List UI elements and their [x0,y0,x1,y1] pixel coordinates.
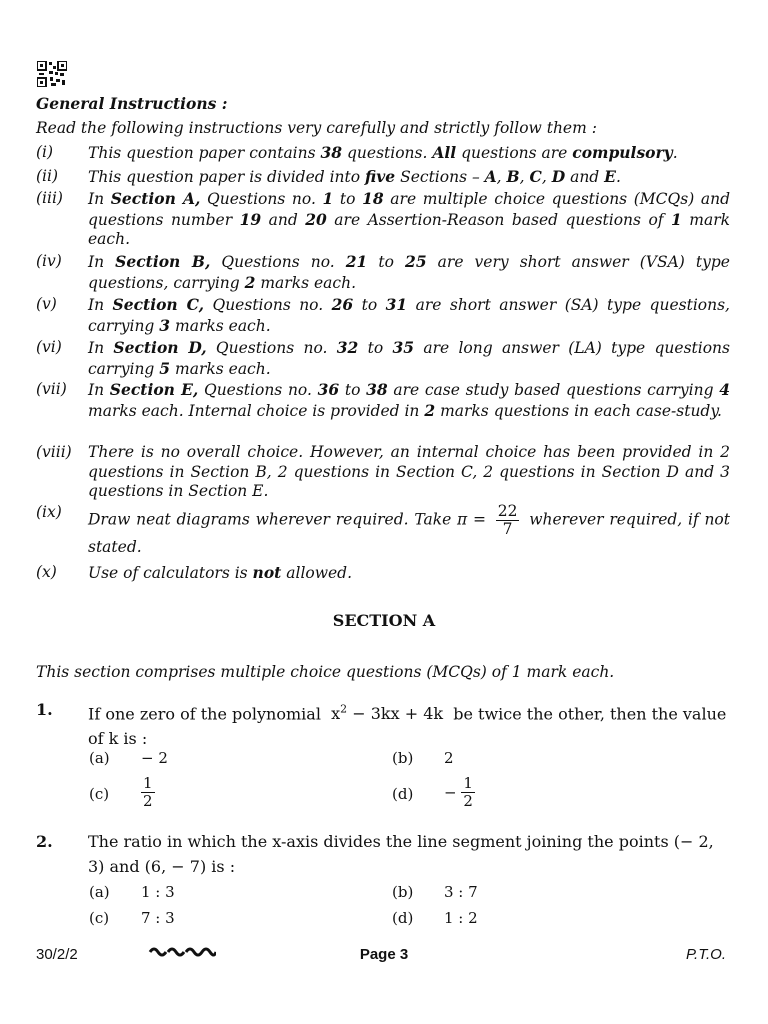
text-run: and [565,168,605,186]
instruction-item [36,252,730,293]
instruction-text [88,143,730,164]
section-description: This section comprises multiple choice questions (MCQs) of 1 mark each. [36,663,615,681]
option-value: 1 : 3 [141,883,175,901]
bold-text: Section A, [110,189,201,208]
instruction-number: (vi) [36,338,62,356]
bold-text: E [604,167,616,186]
text-run: are short answer (SA) type questions, carrying [88,296,730,335]
text-run: Questions no. [204,296,332,314]
option-label: (c) [89,785,110,803]
text-run: to [353,296,386,314]
bold-text: Section E, [109,380,199,399]
option-value: 2 [444,749,454,767]
instruction-text [88,252,730,293]
numerator: 1 [463,774,473,792]
instruction-item [36,503,730,558]
text-run: to [358,339,393,357]
text-run: In [88,190,111,208]
instruction-item [36,563,730,584]
text-run: marks each. [170,316,271,335]
bold-text: 5 [159,358,171,378]
text-run: In [88,339,114,357]
text-run: Questions no. [198,381,318,399]
bold-text: D [551,167,566,186]
text-run: , [496,168,507,186]
fraction [461,775,475,810]
bold-text: 20 [305,209,327,229]
bold-text: 3 [159,315,171,335]
option-value: 7 : 3 [141,909,175,927]
text-run: marks each. Internal choice is provided in [88,401,425,420]
text-run: mark each. [88,210,731,248]
text-run: . [672,144,678,162]
bold-text: not [252,563,282,582]
bold-text: five [365,167,396,186]
instruction-number: (vii) [36,380,67,398]
instruction-text [88,189,730,250]
paper-code: 30/2/2 [36,946,78,963]
bold-text: 2 [424,400,436,420]
text-run: marks questions in each case-study. [435,401,722,420]
option-label: (b) [392,749,414,767]
instruction-text [88,295,730,336]
instruction-number: (ix) [36,503,62,521]
option-label: (d) [392,785,414,803]
text-run: are Assertion-Reason based questions of [326,210,671,229]
general-instructions-title: General Instructions : [36,94,228,113]
bold-text: A [484,167,497,186]
text-run: and [261,210,306,229]
bold-text: 18 [362,189,384,208]
text-run: to [339,381,367,399]
please-turn-over: P.T.O. [685,946,726,963]
instruction-number: (i) [36,143,54,161]
polynomial-expression [331,704,443,723]
question-1 [36,697,730,751]
instruction-number: (v) [36,295,57,313]
text-run: Draw neat diagrams wherever required. Take π = [88,510,492,529]
option-label: (c) [89,909,110,927]
option-value: − 2 [141,749,168,767]
bold-text: Section D, [113,338,207,357]
instruction-item [36,338,730,379]
bold-text: Section B, [115,252,211,271]
numerator: 1 [143,774,153,792]
expr-rest: − 3kx + 4k [352,704,444,724]
option-label: (a) [89,749,110,767]
bold-text: 35 [392,338,415,357]
denominator: 2 [143,792,153,810]
instruction-text [88,443,730,502]
option-value: 3 : 7 [444,883,478,901]
text-run: , [541,168,552,186]
text-run: to [333,190,363,208]
text-run: Questions no. [206,339,337,357]
text-run: are multiple choice questions (MCQs) and questions number [88,190,730,229]
text-run: Questions no. [200,190,323,208]
text-run: Sections – [395,168,485,186]
bold-text: C [529,167,542,186]
instruction-number: (x) [36,563,57,581]
text-run: , [519,168,530,186]
option-value [444,775,475,810]
bold-text: B [506,167,520,186]
bold-text: 2 [244,272,256,292]
bold-text: 26 [331,295,354,314]
bold-text: 1 [671,209,682,229]
option-label: (a) [89,883,110,901]
text-run: questions. [342,144,433,162]
expr-exponent: 2 [340,703,348,716]
page-number: Page 3 [359,946,409,963]
option-value: 1 : 2 [444,909,478,927]
text-run: marks each. [170,359,271,378]
instruction-item [36,443,730,502]
denominator: 7 [502,520,513,538]
bold-text: compulsory [572,143,673,162]
instruction-number: (iv) [36,252,62,270]
text-run: questions are [456,144,573,162]
question-text: The ratio in which the x-axis divides the line segment joining the points (− 2, 3) and (6, − 7) is : [88,832,714,876]
instruction-item [36,189,730,250]
instruction-item [36,380,730,421]
text-run: allowed. [281,564,353,582]
text-run: wherever required, if not stated. [88,510,730,556]
option-label: (d) [392,909,414,927]
fraction [141,775,155,810]
text-run: This question paper contains [88,144,321,162]
bold-text: 31 [385,295,408,314]
instruction-item [36,167,730,188]
text-run: This question paper is divided into [88,168,366,186]
denominator: 2 [463,792,473,810]
bold-text: 21 [345,252,368,271]
bold-text: 19 [239,209,262,229]
text-run: are long answer (LA) type questions carrying [88,339,730,378]
text-run: marks each. [255,273,356,292]
text-run: There is no overall choice. However, an internal choice has been provided in 2 questions in Section B, 2 questions in Section C, 2 questions in Section D and 3 questions in Section E. [88,443,730,500]
instruction-text [88,563,730,584]
text-run: In [88,253,116,271]
text-run: . [615,168,621,186]
instruction-item [36,143,730,164]
bold-text: 1 [322,189,334,208]
question-text-after: be twice the other, then the value of k is : [88,704,727,749]
question-text-before: If one zero of the polynomial [88,704,321,724]
instruction-number: (ii) [36,167,59,185]
text-run: Questions no. [210,253,346,271]
text-run: In [88,381,110,399]
qr-code-icon [37,61,67,87]
bold-text: 36 [317,380,340,399]
text-run: are case study based questions carrying [387,381,720,399]
expr-base: x [331,704,341,724]
bold-text: 32 [336,338,359,357]
instruction-text [88,380,730,421]
numerator: 22 [497,502,518,520]
question-text [88,697,730,751]
sign: − [444,783,457,802]
instruction-number: (iii) [36,189,63,207]
instructions-intro: Read the following instructions very carefully and strictly follow them : [36,119,597,137]
text-run: to [367,253,406,271]
bold-text: 38 [320,143,343,162]
text-run: are very short answer (VSA) type questions, carrying [88,253,730,292]
option-value [141,775,155,810]
text-run: Use of calculators is [88,564,253,582]
bold-text: 25 [405,252,427,271]
bold-text: 38 [366,380,388,399]
question-2 [36,829,730,879]
instruction-text [88,503,730,558]
instruction-number: (viii) [36,443,72,461]
question-number: 1. [36,700,53,719]
pi-fraction [496,503,520,538]
bold-text: All [432,143,457,162]
text-run: In [88,296,113,314]
section-title: SECTION A [332,611,436,630]
question-number: 2. [36,832,53,851]
instruction-text [88,338,730,379]
bold-text: 4 [719,380,730,399]
instruction-text [88,167,730,188]
bold-text: Section C, [112,295,205,314]
option-label: (b) [392,883,414,901]
instruction-item [36,295,730,336]
